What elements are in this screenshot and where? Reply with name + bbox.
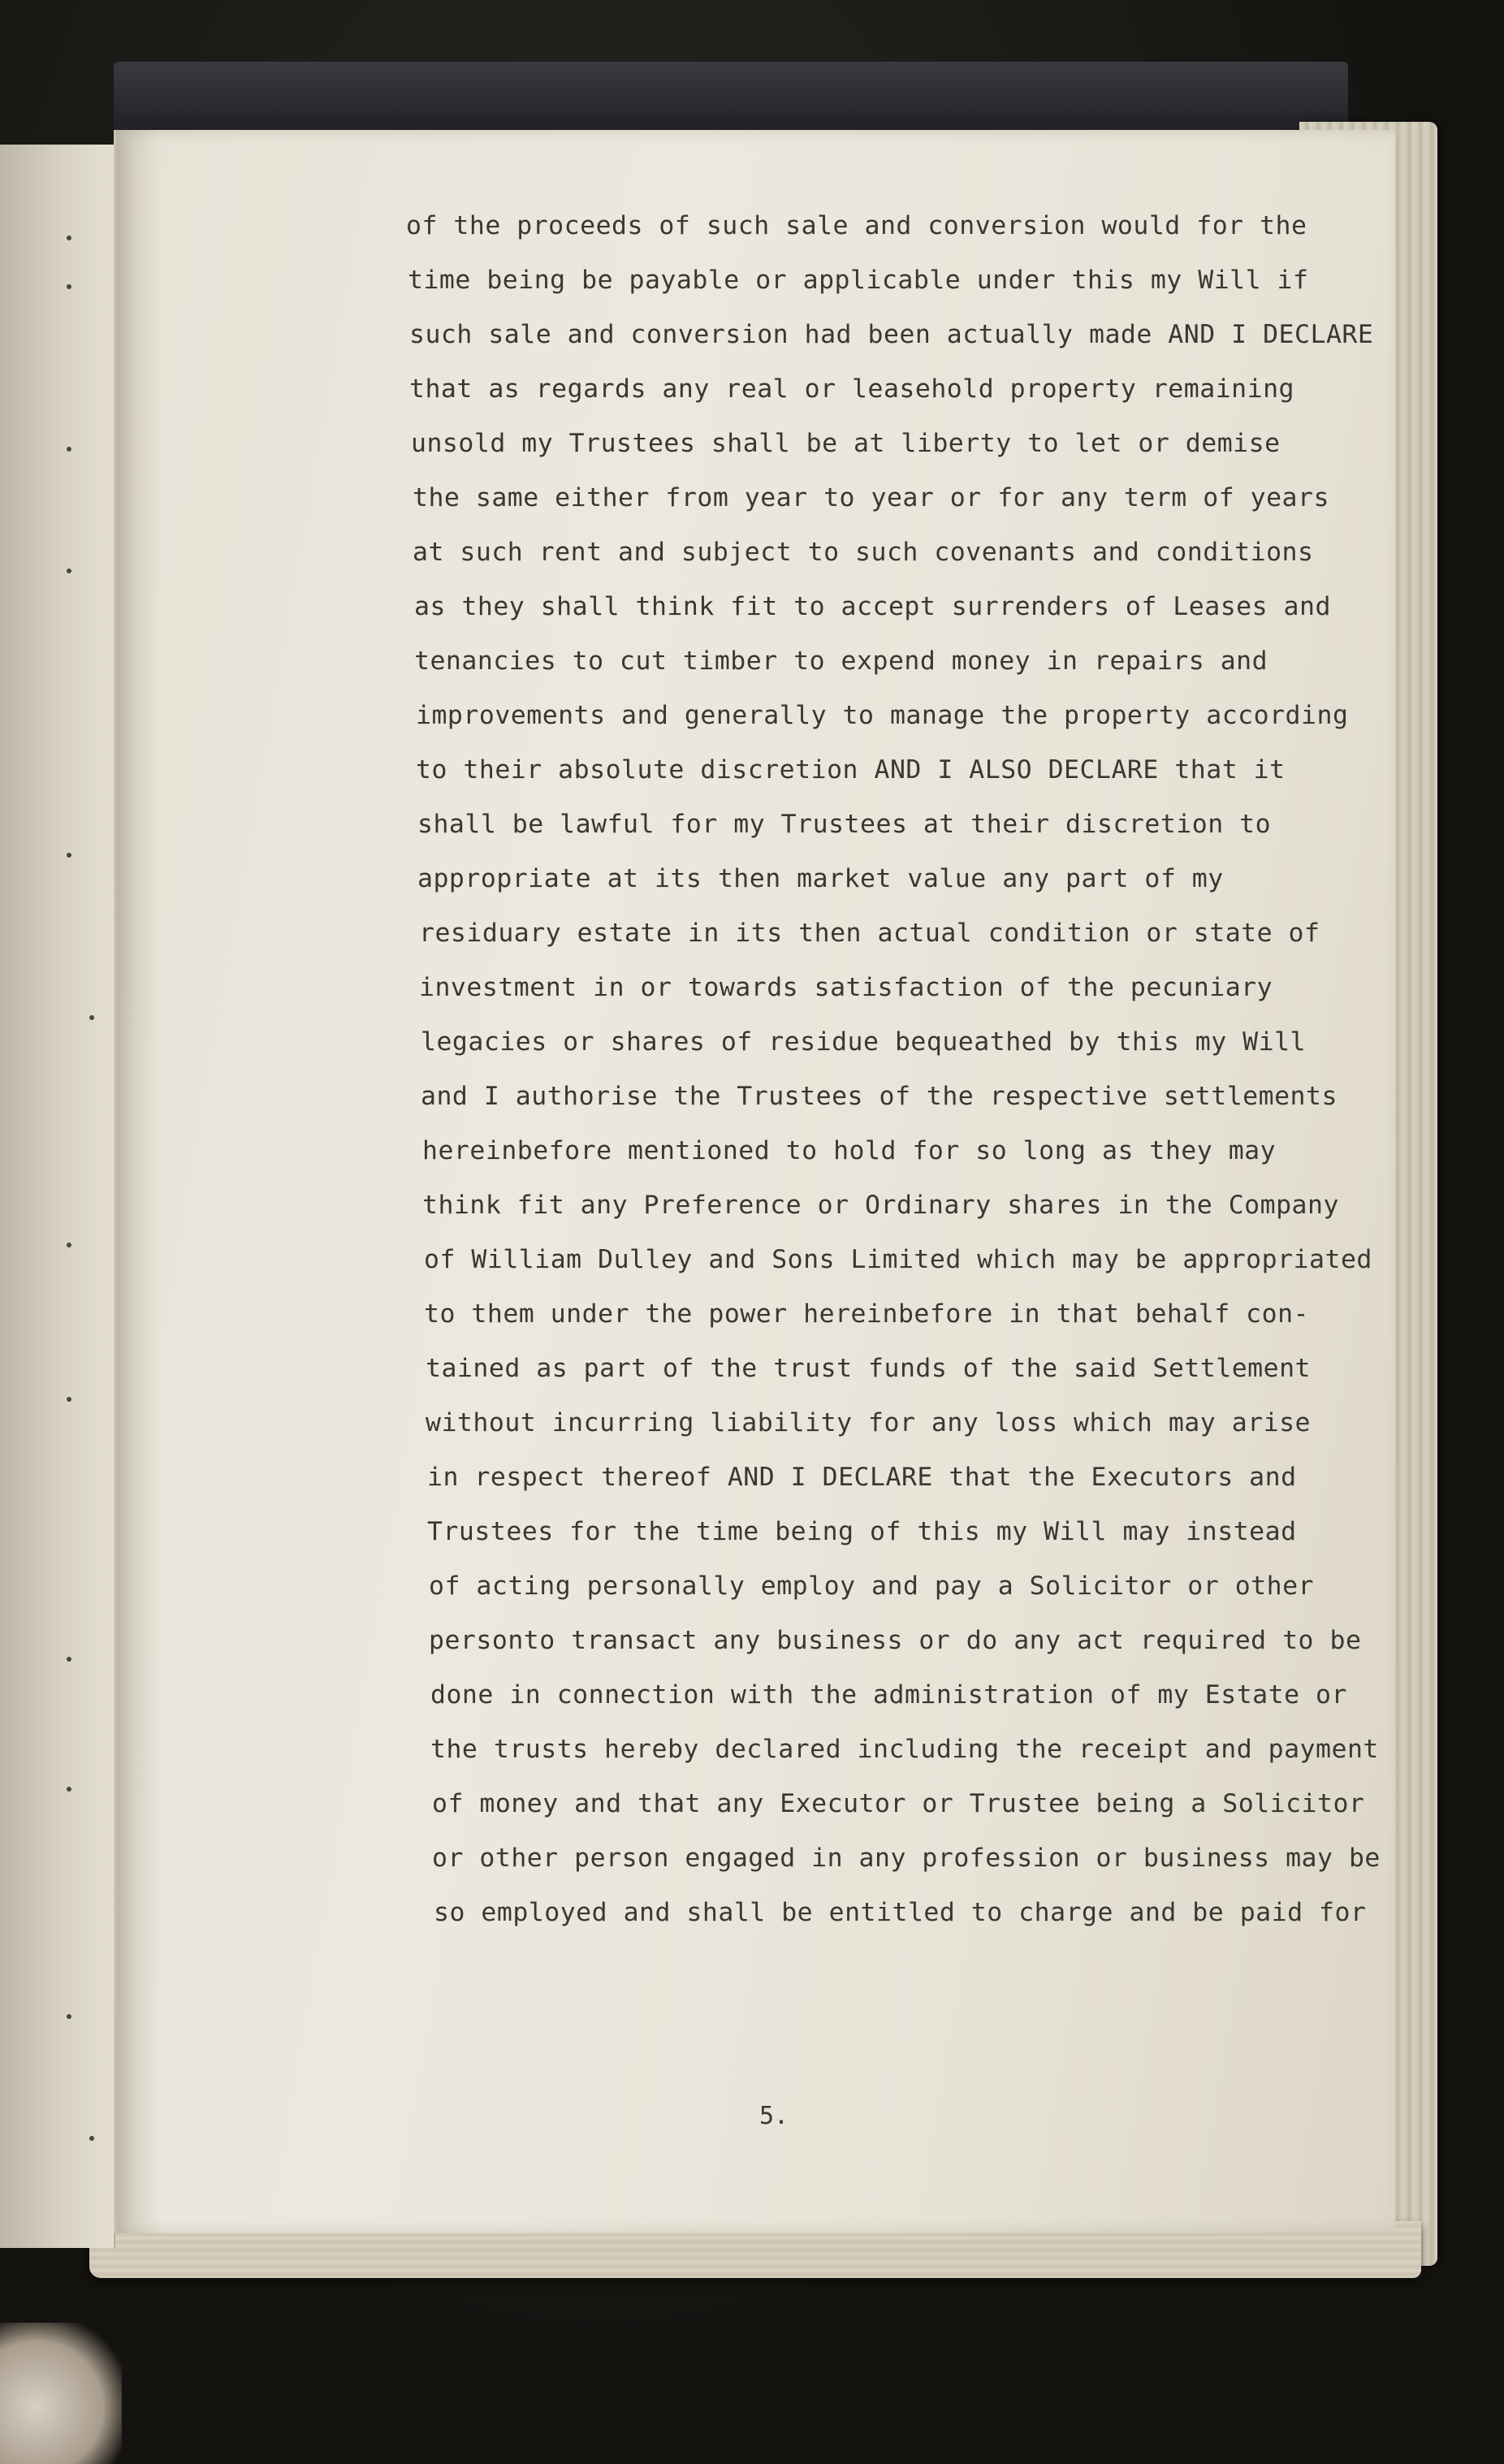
- text-line: tained as part of the trust funds of the said Settlement: [426, 1354, 1312, 1383]
- text-line: the same either from year to year or for any term of years: [413, 483, 1329, 512]
- text-line: investment in or towards satisfaction of the pecuniary: [419, 973, 1273, 1002]
- text-line: to them under the power hereinbefore in that behalf con-: [424, 1299, 1310, 1329]
- binding-hole: [67, 447, 71, 452]
- binding-hole: [89, 2136, 94, 2141]
- text-line: of William Dulley and Sons Limited which may be appropriated: [424, 1245, 1372, 1274]
- text-line: to their absolute discretion AND I ALSO DECLARE that it: [416, 755, 1286, 785]
- text-line: at such rent and subject to such covenants and conditions: [413, 538, 1314, 567]
- binding-hole: [67, 1243, 71, 1247]
- text-line: that as regards any real or leasehold property remaining: [409, 374, 1295, 404]
- text-line: of acting personally employ and pay a Solicitor or other: [429, 1571, 1315, 1601]
- binder-top-edge: [114, 62, 1348, 135]
- page-gutter-shadow: [116, 130, 161, 2233]
- text-line: time being be payable or applicable under this my Will if: [408, 266, 1309, 295]
- text-line: tenancies to cut timber to expend money in repairs and: [414, 646, 1268, 676]
- binding-hole: [67, 284, 71, 289]
- text-line: in respect thereof AND I DECLARE that the Executors and: [427, 1463, 1297, 1492]
- text-line: unsold my Trustees shall be at liberty to let or demise: [411, 429, 1281, 458]
- binding-hole: [89, 1015, 94, 1020]
- text-line: appropriate at its then market value any part of my: [417, 864, 1224, 893]
- binding-hole: [67, 2014, 71, 2019]
- text-line: so employed and shall be entitled to charge and be paid for: [434, 1898, 1367, 1927]
- text-line: such sale and conversion had been actually made AND I DECLARE: [409, 320, 1374, 349]
- typed-text-block: [294, 199, 1415, 1940]
- text-line: of money and that any Executor or Trustee being a Solicitor: [432, 1789, 1365, 1818]
- page-number: 5.: [759, 2102, 789, 2130]
- text-line: Trustees for the time being of this my Will may instead: [427, 1517, 1297, 1546]
- text-line: think fit any Preference or Ordinary shares in the Company: [422, 1191, 1339, 1220]
- binding-hole: [67, 1787, 71, 1792]
- text-line: as they shall think fit to accept surrenders of Leases and: [414, 592, 1331, 621]
- text-line: legacies or shares of residue bequeathed by this my Will: [421, 1027, 1307, 1057]
- binding-hole: [67, 853, 71, 858]
- text-line: without incurring liability for any loss which may arise: [426, 1408, 1312, 1437]
- scanner-thumb: [0, 2323, 122, 2464]
- binding-hole: [67, 568, 71, 573]
- binding-hole: [67, 1397, 71, 1402]
- text-line: residuary estate in its then actual condition or state of: [419, 919, 1320, 948]
- text-line: and I authorise the Trustees of the respective settlements: [421, 1082, 1338, 1111]
- text-line: of the proceeds of such sale and conversion would for the: [406, 211, 1307, 240]
- text-line: personto transact any business or do any act required to be: [429, 1626, 1362, 1655]
- binding-hole: [67, 236, 71, 240]
- text-line: hereinbefore mentioned to hold for so long as they may: [422, 1136, 1277, 1165]
- text-line: shall be lawful for my Trustees at their discretion to: [417, 810, 1272, 839]
- text-line: the trusts hereby declared including the receipt and payment: [430, 1735, 1379, 1764]
- text-line: improvements and generally to manage the property according: [416, 701, 1349, 730]
- text-line: done in connection with the administration of my Estate or: [430, 1680, 1347, 1710]
- facing-left-page: [0, 145, 115, 2248]
- binding-hole: [67, 1657, 71, 1662]
- text-line: or other person engaged in any profession or business may be: [432, 1844, 1381, 1873]
